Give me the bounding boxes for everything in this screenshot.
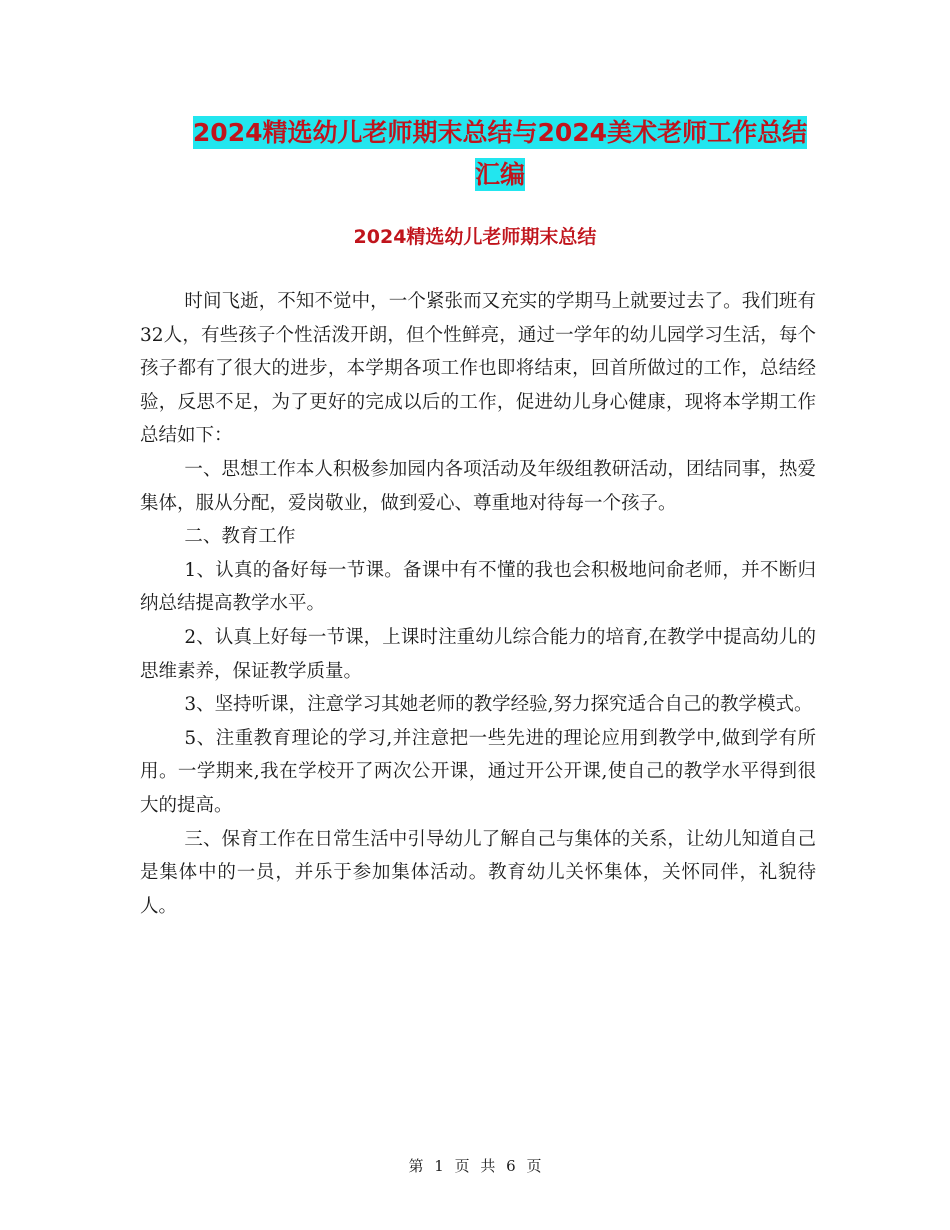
- title-line-1: 2024精选幼儿老师期末总结与2024美术老师工作总结: [192, 118, 808, 147]
- paragraph-education-heading: 二、教育工作: [184, 526, 296, 548]
- title-line-2: 汇编: [474, 160, 525, 189]
- document-body: [140, 285, 816, 923]
- page-number: 第 1 页 共 6 页: [408, 1157, 542, 1175]
- section-title: 2024精选幼儿老师期末总结: [353, 226, 597, 248]
- paragraph-item-5: 5、注重教育理论的学习,并注意把一些先进的理论应用到教学中,做到学有所用。一学期来,我在学校开了两次公开课，通过开公开课,使自己的教学水平得到很大的提高。: [140, 727, 816, 816]
- paragraph-intro: 时间飞逝，不知不觉中，一个紧张而又充实的学期马上就要过去了。我们班有32人，有些孩子个性活泼开朗，但个性鲜亮，通过一学年的幼儿园学习生活，每个孩子都有了很大的进步，本学期各项工作也即将结束，回首所做过的工作，总结经验，反思不足，为了更好的完成以后的工作，促进幼儿身心健康，现将本学期工作总结如下：: [140, 291, 816, 447]
- document-title: [120, 112, 880, 196]
- paragraph-item-1: 1、认真的备好每一节课。备课中有不懂的我也会积极地问俞老师，并不断归纳总结提高教学水平。: [140, 559, 816, 615]
- paragraph-item-2: 2、认真上好每一节课，上课时注重幼儿综合能力的培育,在教学中提高幼儿的思维素养，保证教学质量。: [140, 626, 816, 682]
- paragraph-thought-work: 一、思想工作本人积极参加园内各项活动及年级组教研活动，团结同事，热爱集体，服从分配，爱岗敬业，做到爱心、尊重地对待每一个孩子。: [140, 458, 816, 514]
- paragraph-care-work: 三、保育工作在日常生活中引导幼儿了解自己与集体的关系，让幼儿知道自己是集体中的一员，并乐于参加集体活动。教育幼儿关怀集体，关怀同伴，礼貌待人。: [140, 828, 816, 917]
- paragraph-item-3: 3、坚持听课，注意学习其她老师的教学经验,努力探究适合自己的教学模式。: [184, 694, 813, 716]
